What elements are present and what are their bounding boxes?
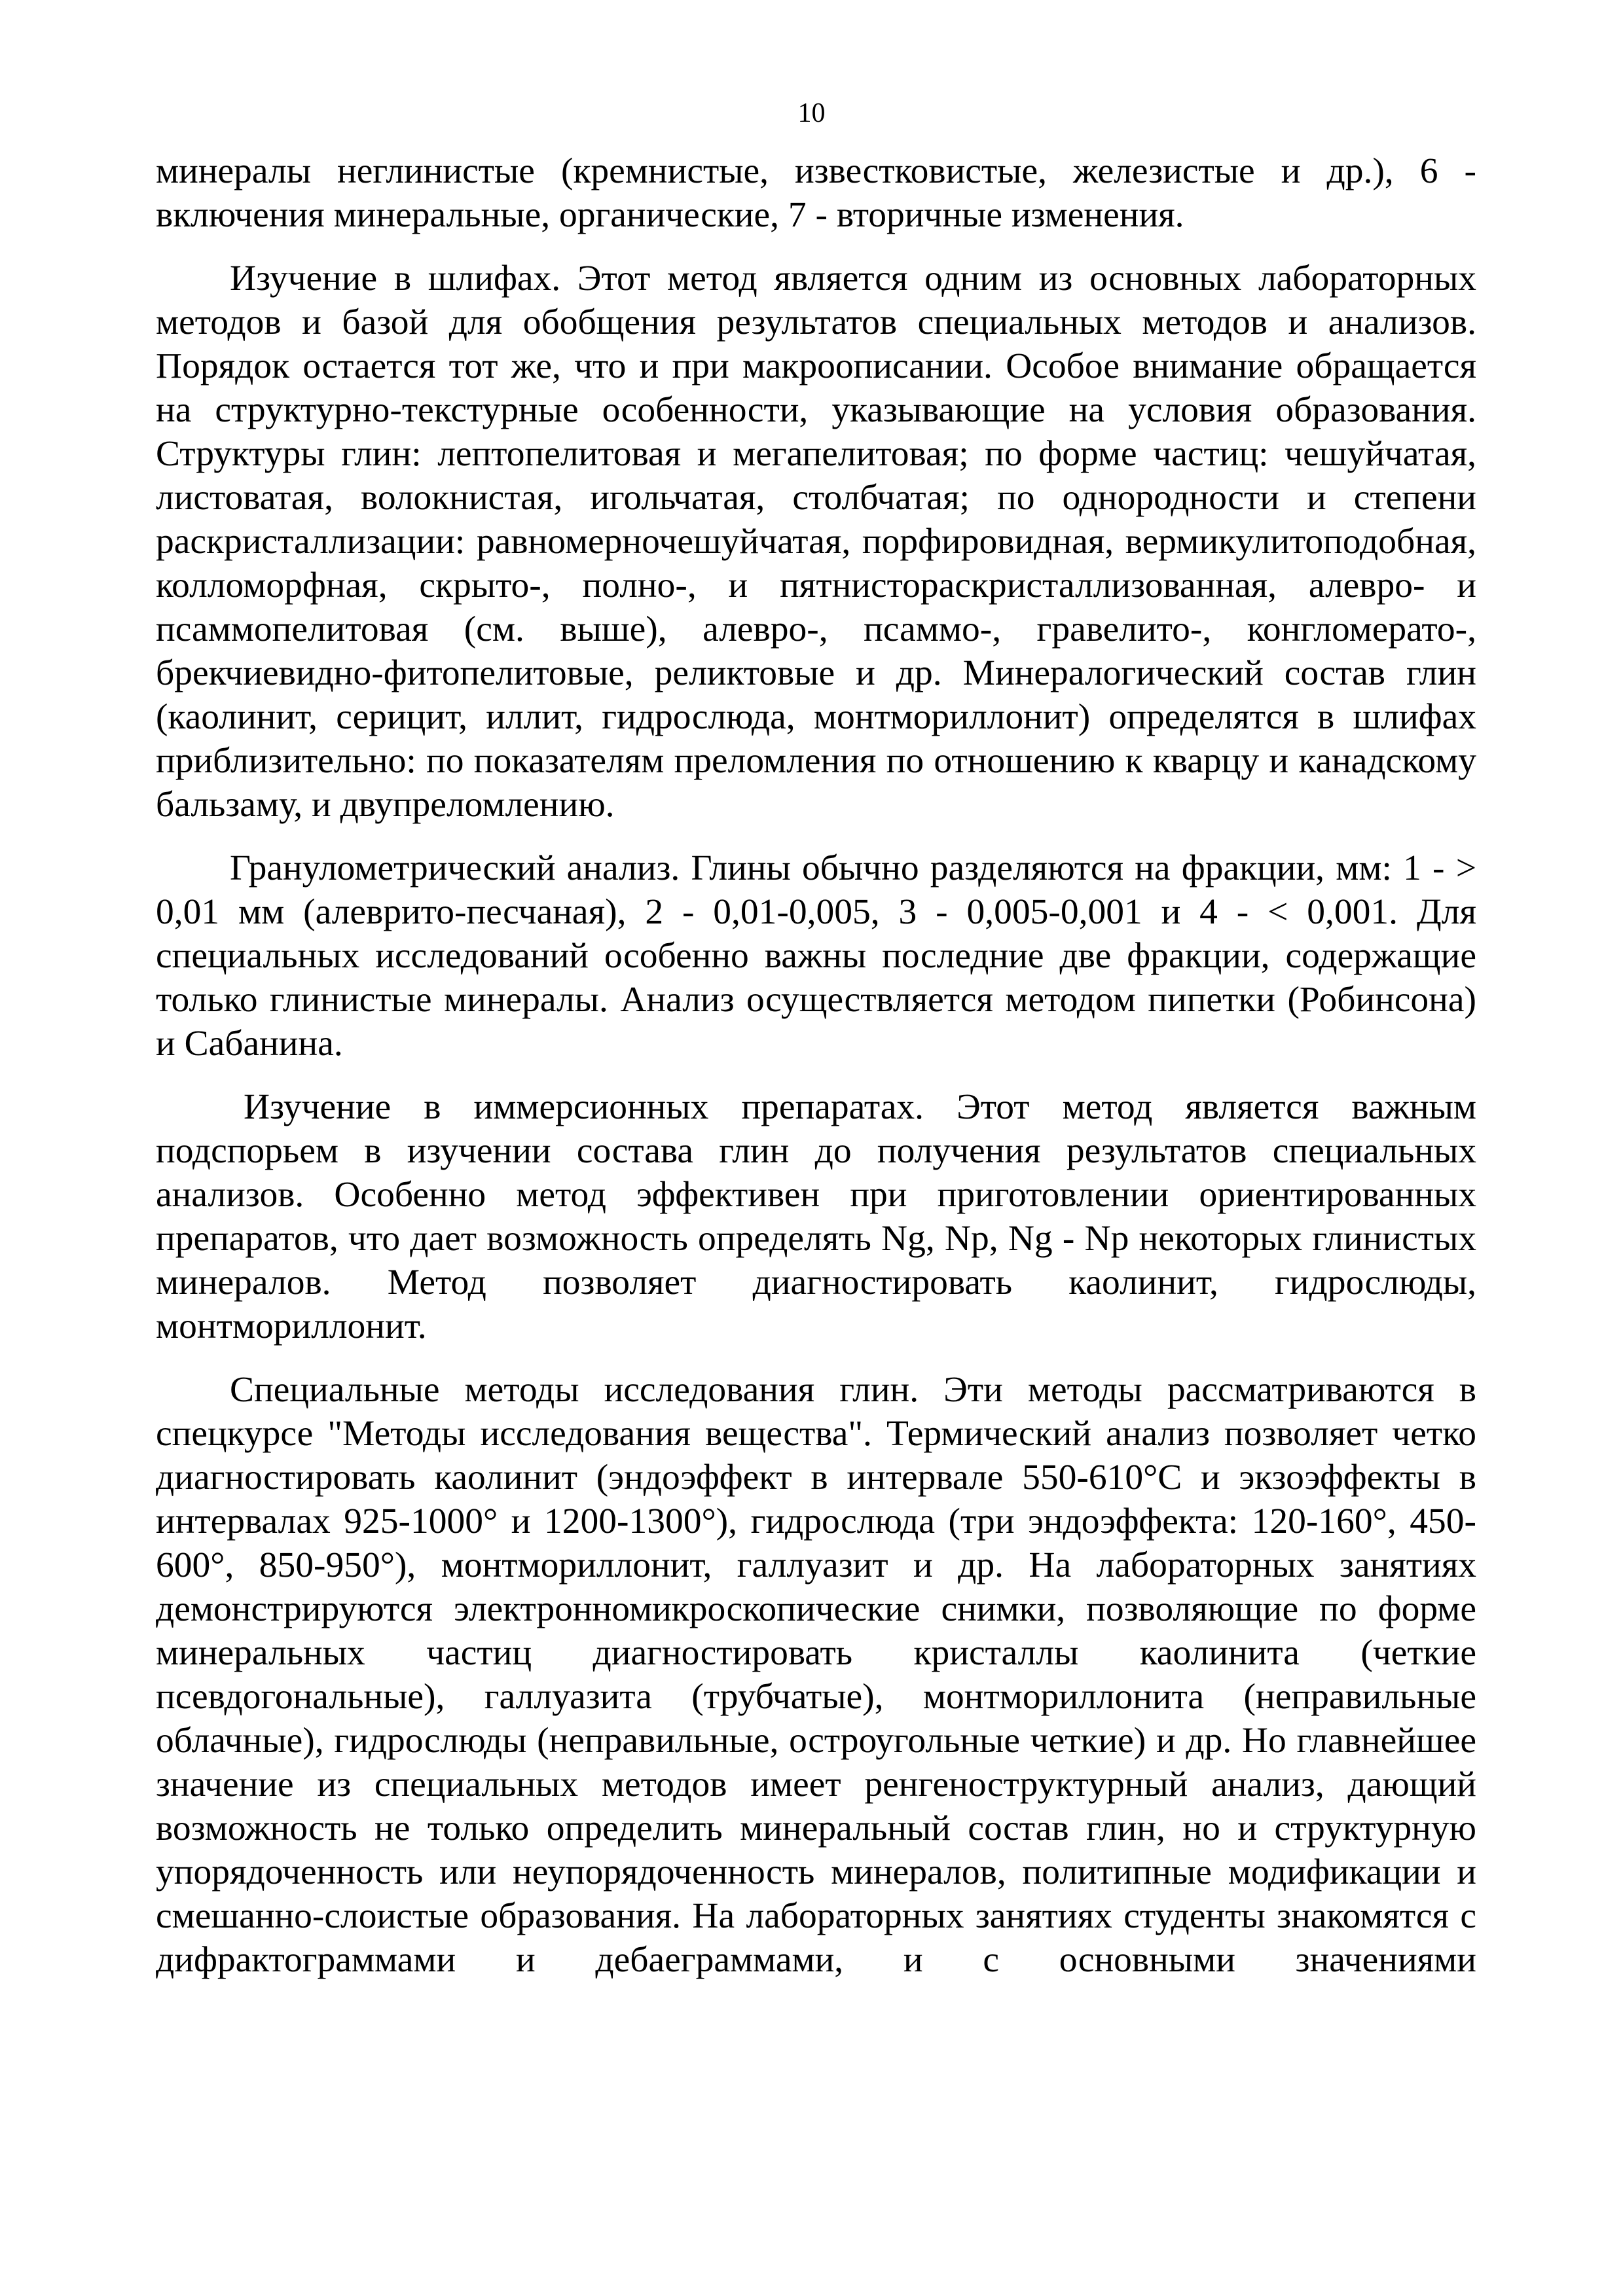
paragraph-special-methods: Специальные методы исследования глин. Эти методы рассматриваются в спецкурсе "Методы исследования вещества". Термический анализ позволяет четко диагностировать каолинит (эндоэффект в интервале 550-610°С и экзоэффекты в интервалах 925-1000° и 1200-1300°), гидрослюда (три эндоэффекта: 120-160°, 450-600°, 850-950°), монтмориллонит, галлуазит и др. На лабораторных занятиях демонстрируются электронномикроскопические снимки, позволяющие по форме минеральных частиц диагностировать кристаллы каолинита (четкие псевдогональные), галлуазита (трубчатые), монтмориллонита (неправильные облачные), гидрослюды (неправильные, остроугольные четкие) и др. Но главнейшее значение из специальных методов имеет ренгеноструктурный анализ, дающий возможность не только определить минеральный состав глин, но и структурную упорядоченность или неупорядоченность минералов, политипные модификации и смешанно-слоистые образования. На лабораторных занятиях студенты знакомятся с дифрактограммами и дебаеграммами, и с основными значениями	[156, 1370, 1476, 1980]
document-body	[156, 149, 1476, 1982]
paragraph-thin-sections: Изучение в шлифах. Этот метод является одним из основных лабораторных методов и базой для обобщения результатов специальных методов и анализов. Порядок остается тот же, что и при макроописании. Особое внимание обращается на структурно-текстурные особенности, указывающие на условия образования. Структуры глин: лептопелитовая и мегапелитовая; по форме частиц: чешуйчатая, листоватая, волокнистая, игольчатая, столбчатая; по однородности и степени раскристаллизации: равномерночешуйчатая, порфировидная, вермикулитоподобная, колломорфная, скрыто-, полно-, и пятнистораскристаллизованная, алевро- и псаммопелитовая (см. выше), алевро-, псаммо-, гравелито-, конгломерато-, брекчиевидно-фитопелитовые, реликтовые и др. Минералогический состав глин (каолинит, серицит, иллит, гидрослюда, монтмориллонит) определятся в шлифах приблизительно: по показателям преломления по отношению к кварцу и канадскому бальзаму, и двупреломлению.	[156, 259, 1476, 825]
paragraph-granulometric-analysis: Гранулометрический анализ. Глины обычно разделяются на фракции, мм: 1 - > 0,01 мм (алеврито-песчаная), 2 - 0,01-0,005, 3 - 0,005-0,001 и 4 - < 0,001. Для специальных исследований особенно важны последние две фракции, содержащие только глинистые минералы. Анализ осуществляется методом пипетки (Робинсона) и Сабанина.	[156, 848, 1476, 1064]
paragraph-immersion-preparations: Изучение в иммерсионных препаратах. Этот метод является важным подспорьем в изучении состава глин до получения результатов специальных анализов. Особенно метод эффективен при приготовлении ориентированных препаратов, что дает возможность определять Ng, Np, Ng - Np некоторых глинистых минералов. Метод позволяет диагностировать каолинит, гидрослюды, монтмориллонит.	[156, 1087, 1476, 1346]
paragraph-continuation: минералы неглинистые (кремнистые, известковистые, железистые и др.), 6 - включения минеральные, органические, 7 - вторичные изменения.	[156, 151, 1476, 235]
page-number: 10	[797, 98, 826, 128]
